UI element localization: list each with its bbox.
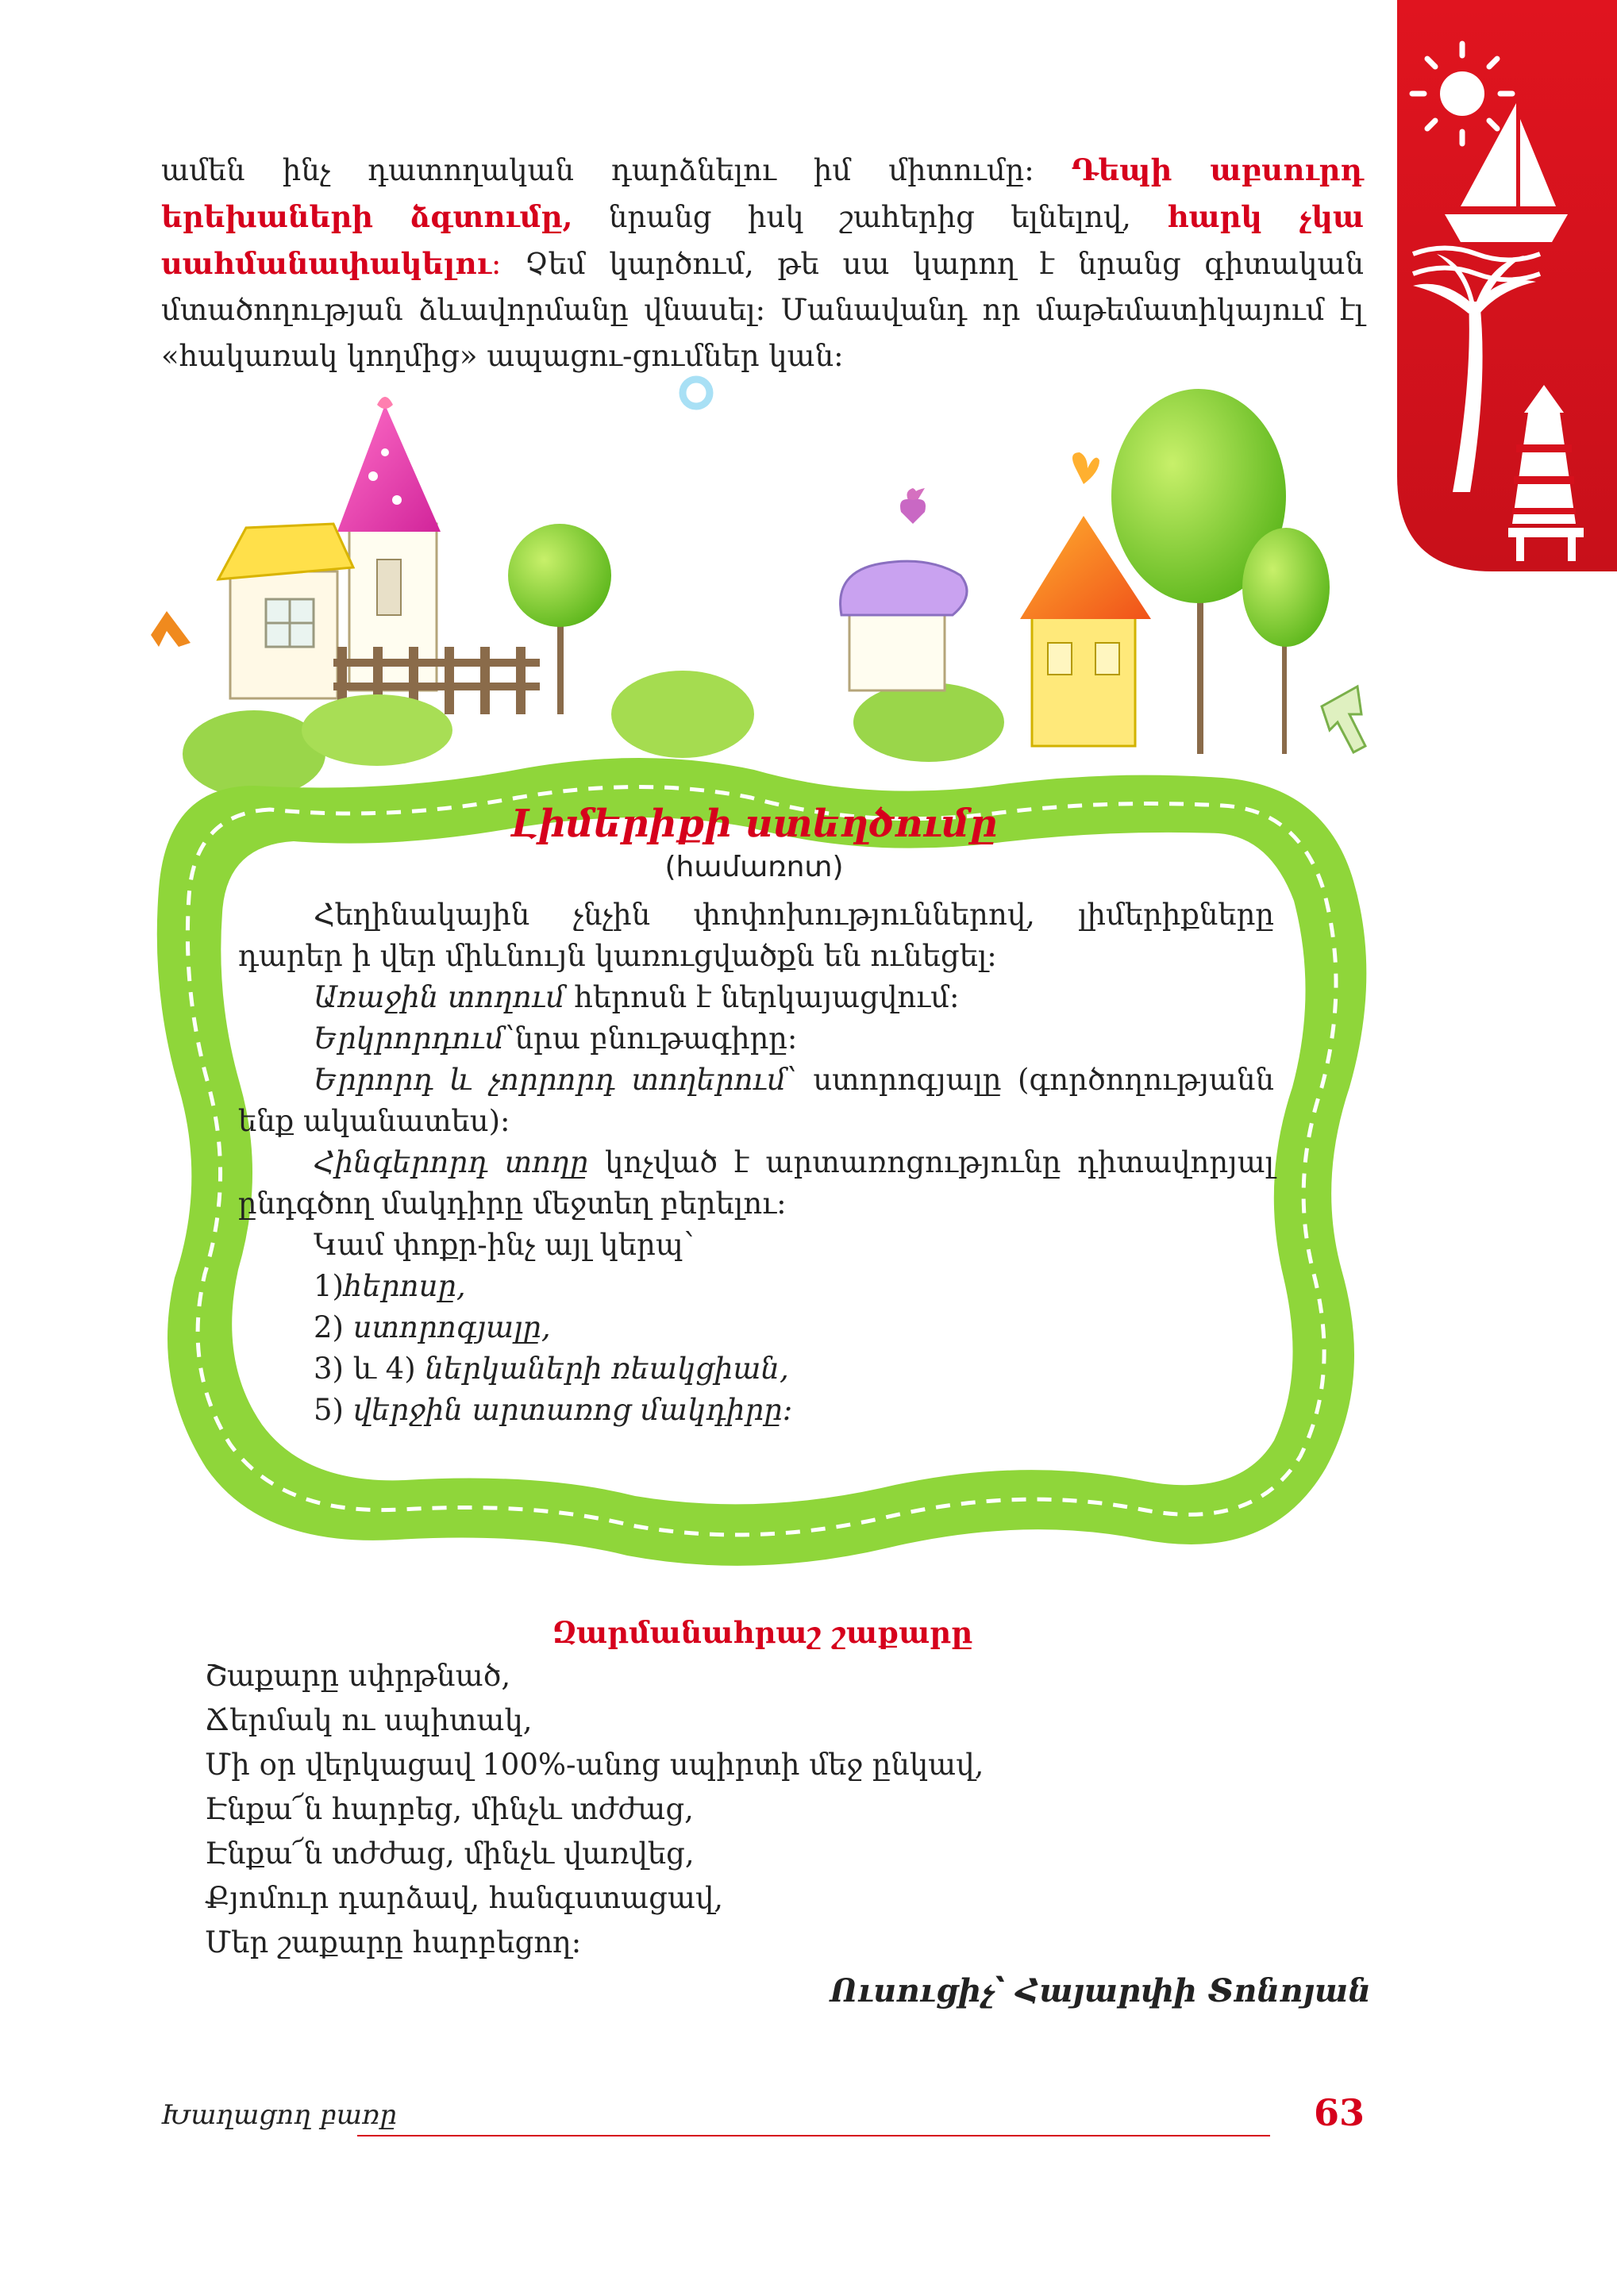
list-item-4 (314, 1392, 792, 1429)
arrow-sign-icon (1322, 686, 1365, 752)
footer-label: Խաղացող բառը (161, 2099, 397, 2131)
poem-author: Ուսուցիչ՝ Հայարփի Տոնոյան (830, 1972, 1371, 2009)
poem-line: Մի օր վերկացավ 100%-անոց սպիրտի մեջ ընկավ, (205, 1748, 984, 1782)
box-line-2: դարեր ի վեր միևնույն կառուցվածքն են ունեցել։ (238, 939, 997, 973)
list-item-2-text: ստորոգյալը, (352, 1310, 551, 1344)
intro-text-1: ամեն ինչ դատողական դարձնելու իմ միտումը։ (161, 153, 1072, 187)
box-line-4-text: նրա բնութագիրը։ (514, 1021, 798, 1056)
box-subtitle: (համառոտ) (664, 851, 844, 883)
list-item-2-number: 2) (314, 1310, 353, 1344)
box-line-7-italic: Հինգերորդ տողը (314, 1145, 589, 1179)
corner-decoration (1397, 0, 1617, 571)
footer-rule (357, 2135, 1270, 2136)
poem-line: Մեր շաքարը հարբեցող։ (205, 1925, 582, 1959)
poem-line: Շաքարը սփրթնած, (205, 1659, 511, 1693)
box-line-8: ընդգծող մակդիրը մեջտեղ բերելու։ (238, 1186, 787, 1221)
list-item-3 (314, 1351, 789, 1387)
yellow-house-icon (218, 524, 353, 698)
intro-text-3: Չեմ կարծում, թե սա կարող է նրանց գիտական մտածողության ձևավորմանը վնասել։ Մանավանդ որ մաթեմատիկայում էլ «հակառակ կողմից» ապացու-ցումներ կան։ (161, 247, 1364, 373)
list-item-2 (314, 1310, 551, 1346)
poem-line: Քյոմուր դարձավ, հանգստացավ, (205, 1881, 724, 1915)
poem-line: Էնքա՜ն հարբեց, մինչև տժժաց, (205, 1792, 694, 1826)
poem-line: Էնքա՜ն տժժաց, մինչև վառվեց, (205, 1836, 695, 1871)
list-item-4-text: վերջին արտառոց մակդիրը։ (352, 1393, 793, 1427)
list-item-1-number: 1) (314, 1269, 344, 1303)
list-item-1 (314, 1268, 466, 1305)
box-line-5-text: ստորոգյալը (գործողությանն (796, 1063, 1275, 1097)
purple-house-icon (841, 488, 967, 690)
intro-paragraph (161, 147, 1364, 379)
poem-line: Ճերմակ ու սպիտակ, (205, 1703, 533, 1737)
bush-icon (853, 683, 1004, 762)
box-title: Լիմերիքի ստեղծումը (510, 802, 998, 846)
box-line-7 (314, 1144, 1274, 1181)
list-item-3-text: ներկաների ռեակցիան, (425, 1352, 789, 1386)
bush-icon (611, 671, 754, 758)
box-line-4 (314, 1021, 797, 1057)
box-line-5-italic: Երրորդ և չորրորդ տողերում՝ (314, 1063, 797, 1097)
list-item-3-number: 3) և 4) (314, 1352, 425, 1386)
small-tree-icon (1242, 528, 1330, 754)
box-line-4-italic: Երկրորդում՝ (314, 1021, 515, 1056)
box-line-6: ենք ականատես)։ (238, 1104, 510, 1138)
box-line-1: Հեղինակային չնչին փոփոխություններով, լիմերիքները (314, 898, 1274, 932)
list-item-1-text: հերոսը, (343, 1269, 466, 1303)
box-line-3-text: հերոսն է ներկայացվում։ (564, 980, 960, 1014)
box-line-9: Կամ փոքր-ինչ այլ կերպ՝ (314, 1228, 695, 1262)
bush-icon (302, 694, 452, 766)
poem-title: Զարմանահրաշ շաքարը (552, 1615, 973, 1650)
intro-highlight-1: Դեպի աբսուրդ երեխաների ձգտումը, (161, 152, 1364, 234)
intro-highlight-2: հարկ չկա սահմանափակելու։ (161, 199, 1364, 281)
flag-icon (151, 611, 191, 647)
bubble-icon (683, 379, 710, 406)
pink-house-icon (337, 397, 441, 690)
box-line-3-italic: Առաջին տողում (314, 980, 565, 1014)
intro-text-2: նրանց իսկ շահերից ելնելով, (572, 200, 1168, 234)
list-item-4-number: 5) (314, 1393, 353, 1427)
page-number: 63 (1314, 2091, 1365, 2134)
box-line-7-text: կոչված է արտառոցությունը դիտավորյալ (588, 1145, 1274, 1179)
box-line-3 (314, 979, 960, 1016)
box-line-5 (314, 1062, 1274, 1098)
